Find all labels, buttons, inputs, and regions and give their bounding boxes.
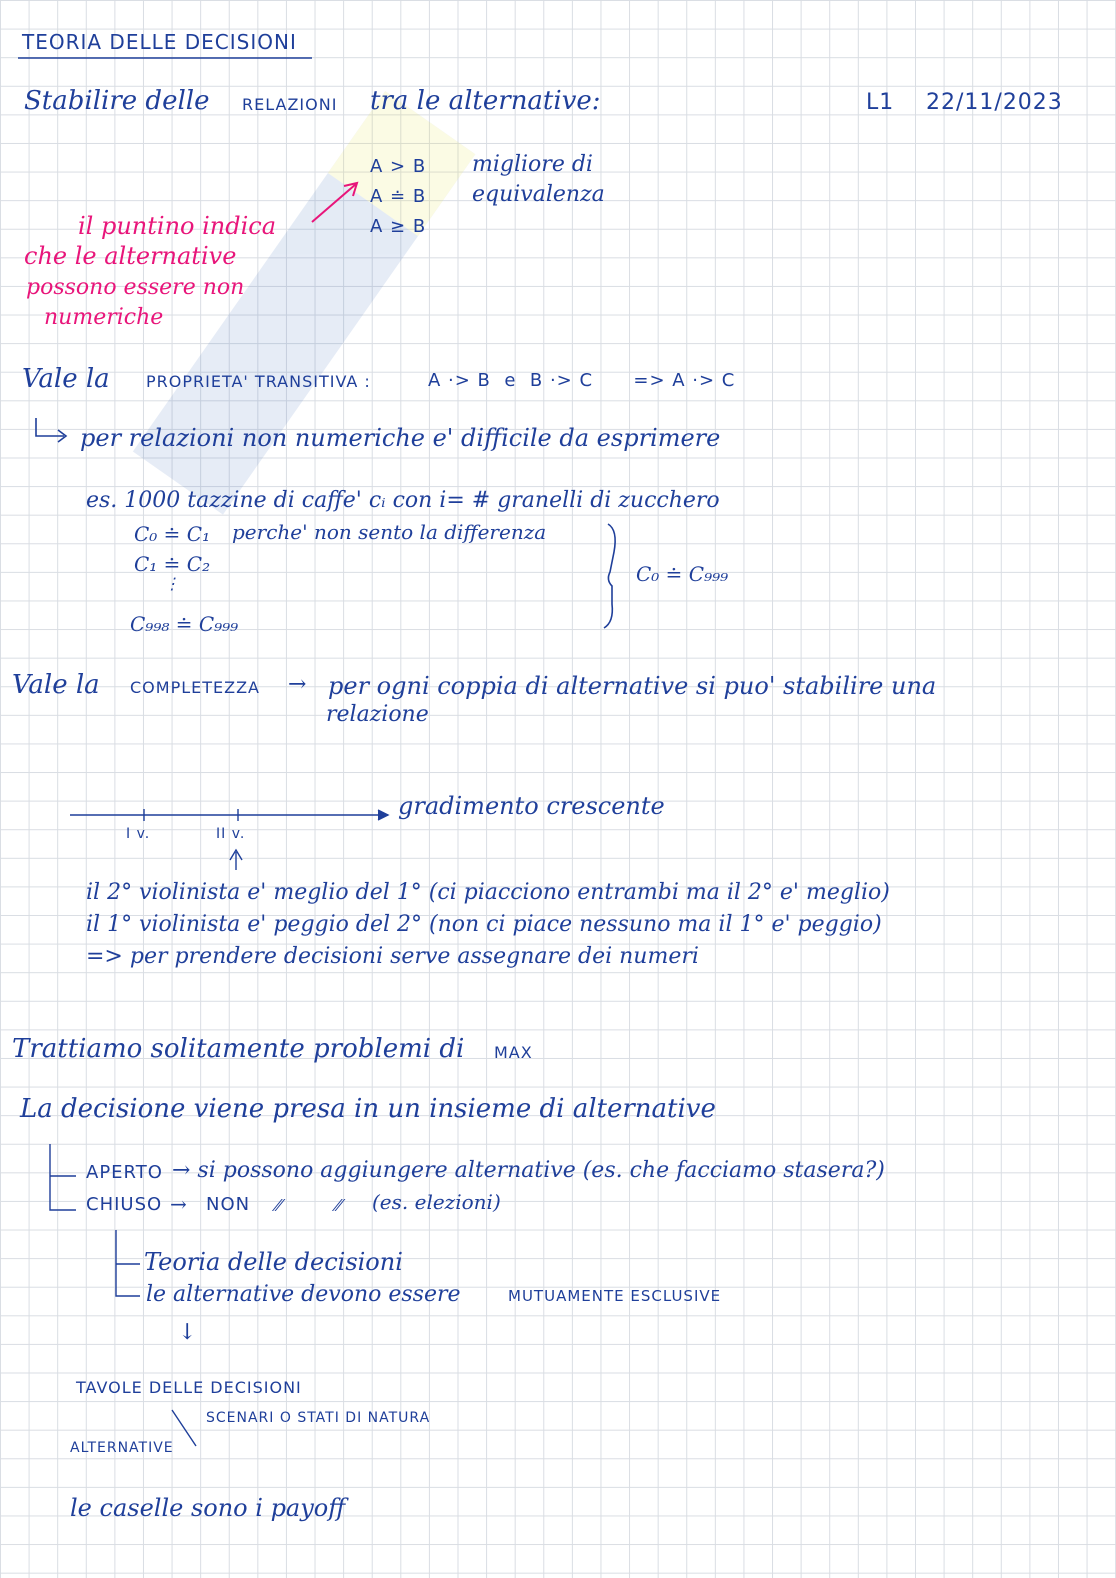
heading-caps: RELAZIONI — [242, 95, 338, 114]
axis-label: gradimento crescente — [398, 792, 665, 820]
relation-expr: A ≥ B — [370, 216, 427, 237]
payoff-line: le caselle sono i payoff — [70, 1494, 346, 1522]
violinist-line: il 2° violinista e' meglio del 1° (ci piacciono entrambi ma il 2° e' meglio) — [86, 880, 890, 905]
decision-line: La decisione viene presa in un insieme di alternative — [20, 1094, 716, 1124]
closed-arrow: → — [170, 1192, 187, 1216]
completeness-arrow: → — [288, 672, 307, 697]
pink-arrow — [312, 184, 356, 222]
table-cols: SCENARI O STATI DI NATURA — [206, 1410, 431, 1426]
completeness-text: relazione — [326, 702, 429, 727]
relation-expr: A ≐ B — [370, 186, 427, 207]
ditto-mark: ⁄⁄ — [336, 1196, 342, 1215]
lecture-number: L1 — [866, 90, 895, 115]
relation-meaning: migliore di — [472, 152, 593, 177]
table-rows: ALTERNATIVE — [70, 1440, 174, 1456]
elbow-arrow — [36, 418, 64, 436]
pink-note-line: che le alternative — [24, 242, 237, 270]
closed-example: (es. elezioni) — [372, 1190, 501, 1214]
completeness-text: per ogni coppia di alternative si puo' stabilire una — [328, 672, 937, 700]
example-dots: ⋮ — [164, 574, 180, 593]
heading-tail: tra le alternative: — [370, 86, 601, 116]
subtheory-caps: MUTUAMENTE ESCLUSIVE — [508, 1287, 722, 1305]
example-conclusion: C₀ ≐ C₉₉₉ — [636, 562, 729, 586]
violinist-line: => per prendere decisioni serve assegnare dei numeri — [86, 944, 699, 969]
table-title: TAVOLE DELLE DECISIONI — [76, 1378, 302, 1397]
table-diagonal — [172, 1410, 196, 1446]
example-expr: C₉₉₈ ≐ C₉₉₉ — [130, 612, 239, 636]
closed-non: NON — [206, 1194, 251, 1215]
tree-branch — [50, 1144, 76, 1210]
tree-branch-2 — [116, 1230, 140, 1296]
lecture-date: 22/11/2023 — [926, 90, 1063, 115]
example-note: perche' non sento la differenza — [232, 520, 547, 544]
completeness-lead: Vale la — [12, 670, 100, 700]
curly-brace — [604, 524, 615, 628]
axis-tick-label: II v. — [216, 826, 246, 842]
transitive-lead: Vale la — [22, 364, 110, 394]
heading-lead: Stabilire delle — [24, 86, 210, 116]
completeness-caps: COMPLETEZZA — [130, 678, 260, 697]
example-expr: C₀ ≐ C₁ — [134, 522, 211, 546]
pink-note-line: numeriche — [44, 305, 164, 330]
axis-arrowhead — [378, 810, 388, 820]
pink-note-line: possono essere non — [26, 275, 245, 300]
open-text: → si possono aggiungere alternative (es. che facciamo stasera?) — [172, 1158, 885, 1183]
relation-expr: A > B — [370, 156, 427, 177]
subtheory-title: Teoria delle decisioni — [144, 1248, 403, 1276]
max-lead: Trattiamo solitamente problemi di — [12, 1034, 465, 1064]
pink-note-line: il puntino indica — [78, 212, 277, 240]
transitive-formula: A ·> B e B ·> C => A ·> C — [428, 370, 736, 391]
page-title: TEORIA DELLE DECISIONI — [22, 30, 297, 54]
closed-caps: CHIUSO — [86, 1194, 163, 1215]
subtheory-lead: le alternative devono essere — [146, 1282, 461, 1307]
transitive-caps: PROPRIETA' TRANSITIVA : — [146, 372, 371, 391]
relation-meaning: equivalenza — [472, 182, 605, 207]
example-line: es. 1000 tazzine di caffe' cᵢ con i= # granelli di zucchero — [86, 488, 720, 513]
max-caps: MAX — [494, 1043, 533, 1062]
violinist-line: il 1° violinista e' peggio del 2° (non ci piace nessuno ma il 1° e' peggio) — [86, 912, 882, 937]
example-expr: C₁ ≐ C₂ — [134, 552, 211, 576]
down-arrow: ↓ — [178, 1320, 197, 1345]
axis-tick-label: I v. — [126, 826, 151, 842]
ditto-mark: ⁄⁄ — [276, 1196, 282, 1215]
open-caps: APERTO — [86, 1162, 163, 1183]
transitive-note: per relazioni non numeriche e' difficile da esprimere — [80, 424, 721, 452]
